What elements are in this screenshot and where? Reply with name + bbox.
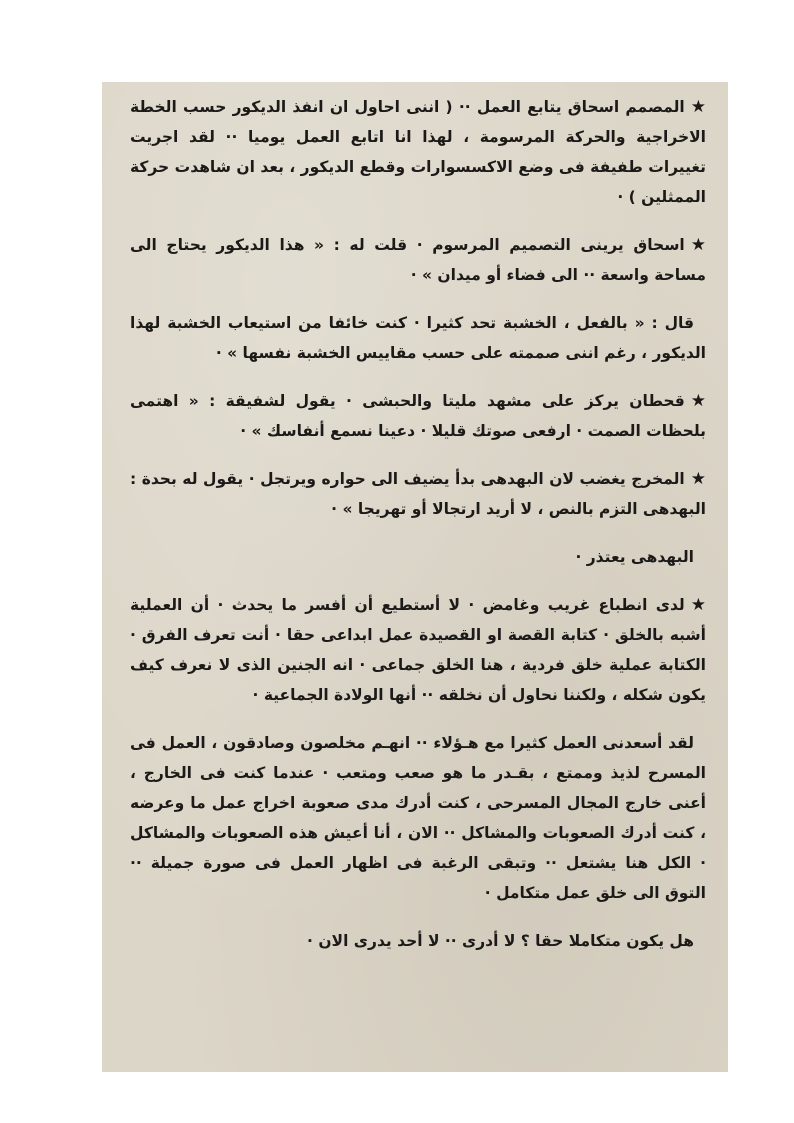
star-bullet-icon: ★	[690, 595, 706, 615]
paragraph	[130, 464, 706, 524]
paragraph-text: قال : « بالفعل ، الخشبة تحد كثيرا · كنت خائفا من استيعاب الخشبة لهذا الديكور ، رغم اننى صممته على حسب مقاييس الخشبة نفسها » ·	[130, 314, 706, 362]
paragraph	[130, 386, 706, 446]
paragraph-text: قحطان يركز على مشهد مليتا والحبشى · يقول لشفيقة : « اهتمى بلحظات الصمت · ارفعى صوتك قليلا · دعينا نسمع أنفاسك » ·	[130, 392, 706, 440]
paragraph-text: لقد أسعدنى العمل كثيرا مع هـؤلاء ·· انهـم مخلصون وصادقون ، العمل فى المسرح لذيذ وممتع ، بقـدر ما هو صعب ومتعب · عندما كنت فى الخارج ، أعنى خارج المجال المسرحى ، كنت أدرك مدى صعوبة اخراج عمل ما وعرضه ، كنت أدرك الصعوبات والمشاكل ·· الان ، أنا أعيش هذه الصعوبات والمشاكل · الكل هنا يشتعل ·· وتبقى الرغبة فى اظهار العمل فى صورة جميلة ·· التوق الى خلق عمل متكامل ·	[130, 734, 706, 902]
paragraph	[130, 590, 706, 710]
paragraph-text: لدى انطباع غريب وغامض · لا أستطيع أن أفسر ما يحدث · أن العملية أشبه بالخلق · كتابة القصة او القصيدة عمل ابداعى حقا · أنت تعرف الفرق · الكتابة عملية خلق فردية ، هنا الخلق جماعى · انه الجنين الذى لا نعرف كيف يكون شكله ، ولكننا نحاول أن نخلقه ·· أنها الولادة الجماعية ·	[130, 596, 706, 704]
paragraph	[130, 728, 706, 908]
star-bullet-icon: ★	[690, 97, 706, 117]
scanned-page	[102, 82, 728, 1072]
paragraph-text: المخرج يغضب لان البهدهى بدأ يضيف الى حواره ويرتجل · يقول له بحدة : البهدهى التزم بالنص ، لا أريد ارتجالا أو تهريجا » ·	[130, 470, 706, 518]
paragraph-text: هل يكون متكاملا حقا ؟ لا أدرى ·· لا أحد يدرى الان ·	[307, 932, 694, 950]
paragraph	[130, 308, 706, 368]
paragraph-text: اسحاق يرينى التصميم المرسوم · قلت له : « هذا الديكور يحتاج الى مساحة واسعة ·· الى فضاء أو ميدان » ·	[130, 236, 706, 284]
paragraph	[130, 926, 706, 956]
paragraph	[130, 542, 706, 572]
paragraph	[130, 230, 706, 290]
paragraph	[130, 92, 706, 212]
star-bullet-icon: ★	[690, 469, 706, 489]
paragraph-text: المصمم اسحاق يتابع العمل ·· ( اننى احاول ان انفذ الديكور حسب الخطة الاخراجية والحركة المرسومة ، لهذا انا اتابع العمل يوميا ·· لقد اجريت تغييرات طفيفة فى وضع الاكسسوارات وقطع الديكور ، بعد ان شاهدت حركة الممثلين ) ·	[130, 98, 706, 206]
star-bullet-icon: ★	[690, 235, 706, 255]
page-body	[130, 92, 706, 974]
paragraph-text: البهدهى يعتذر ·	[575, 548, 694, 566]
star-bullet-icon: ★	[690, 391, 706, 411]
